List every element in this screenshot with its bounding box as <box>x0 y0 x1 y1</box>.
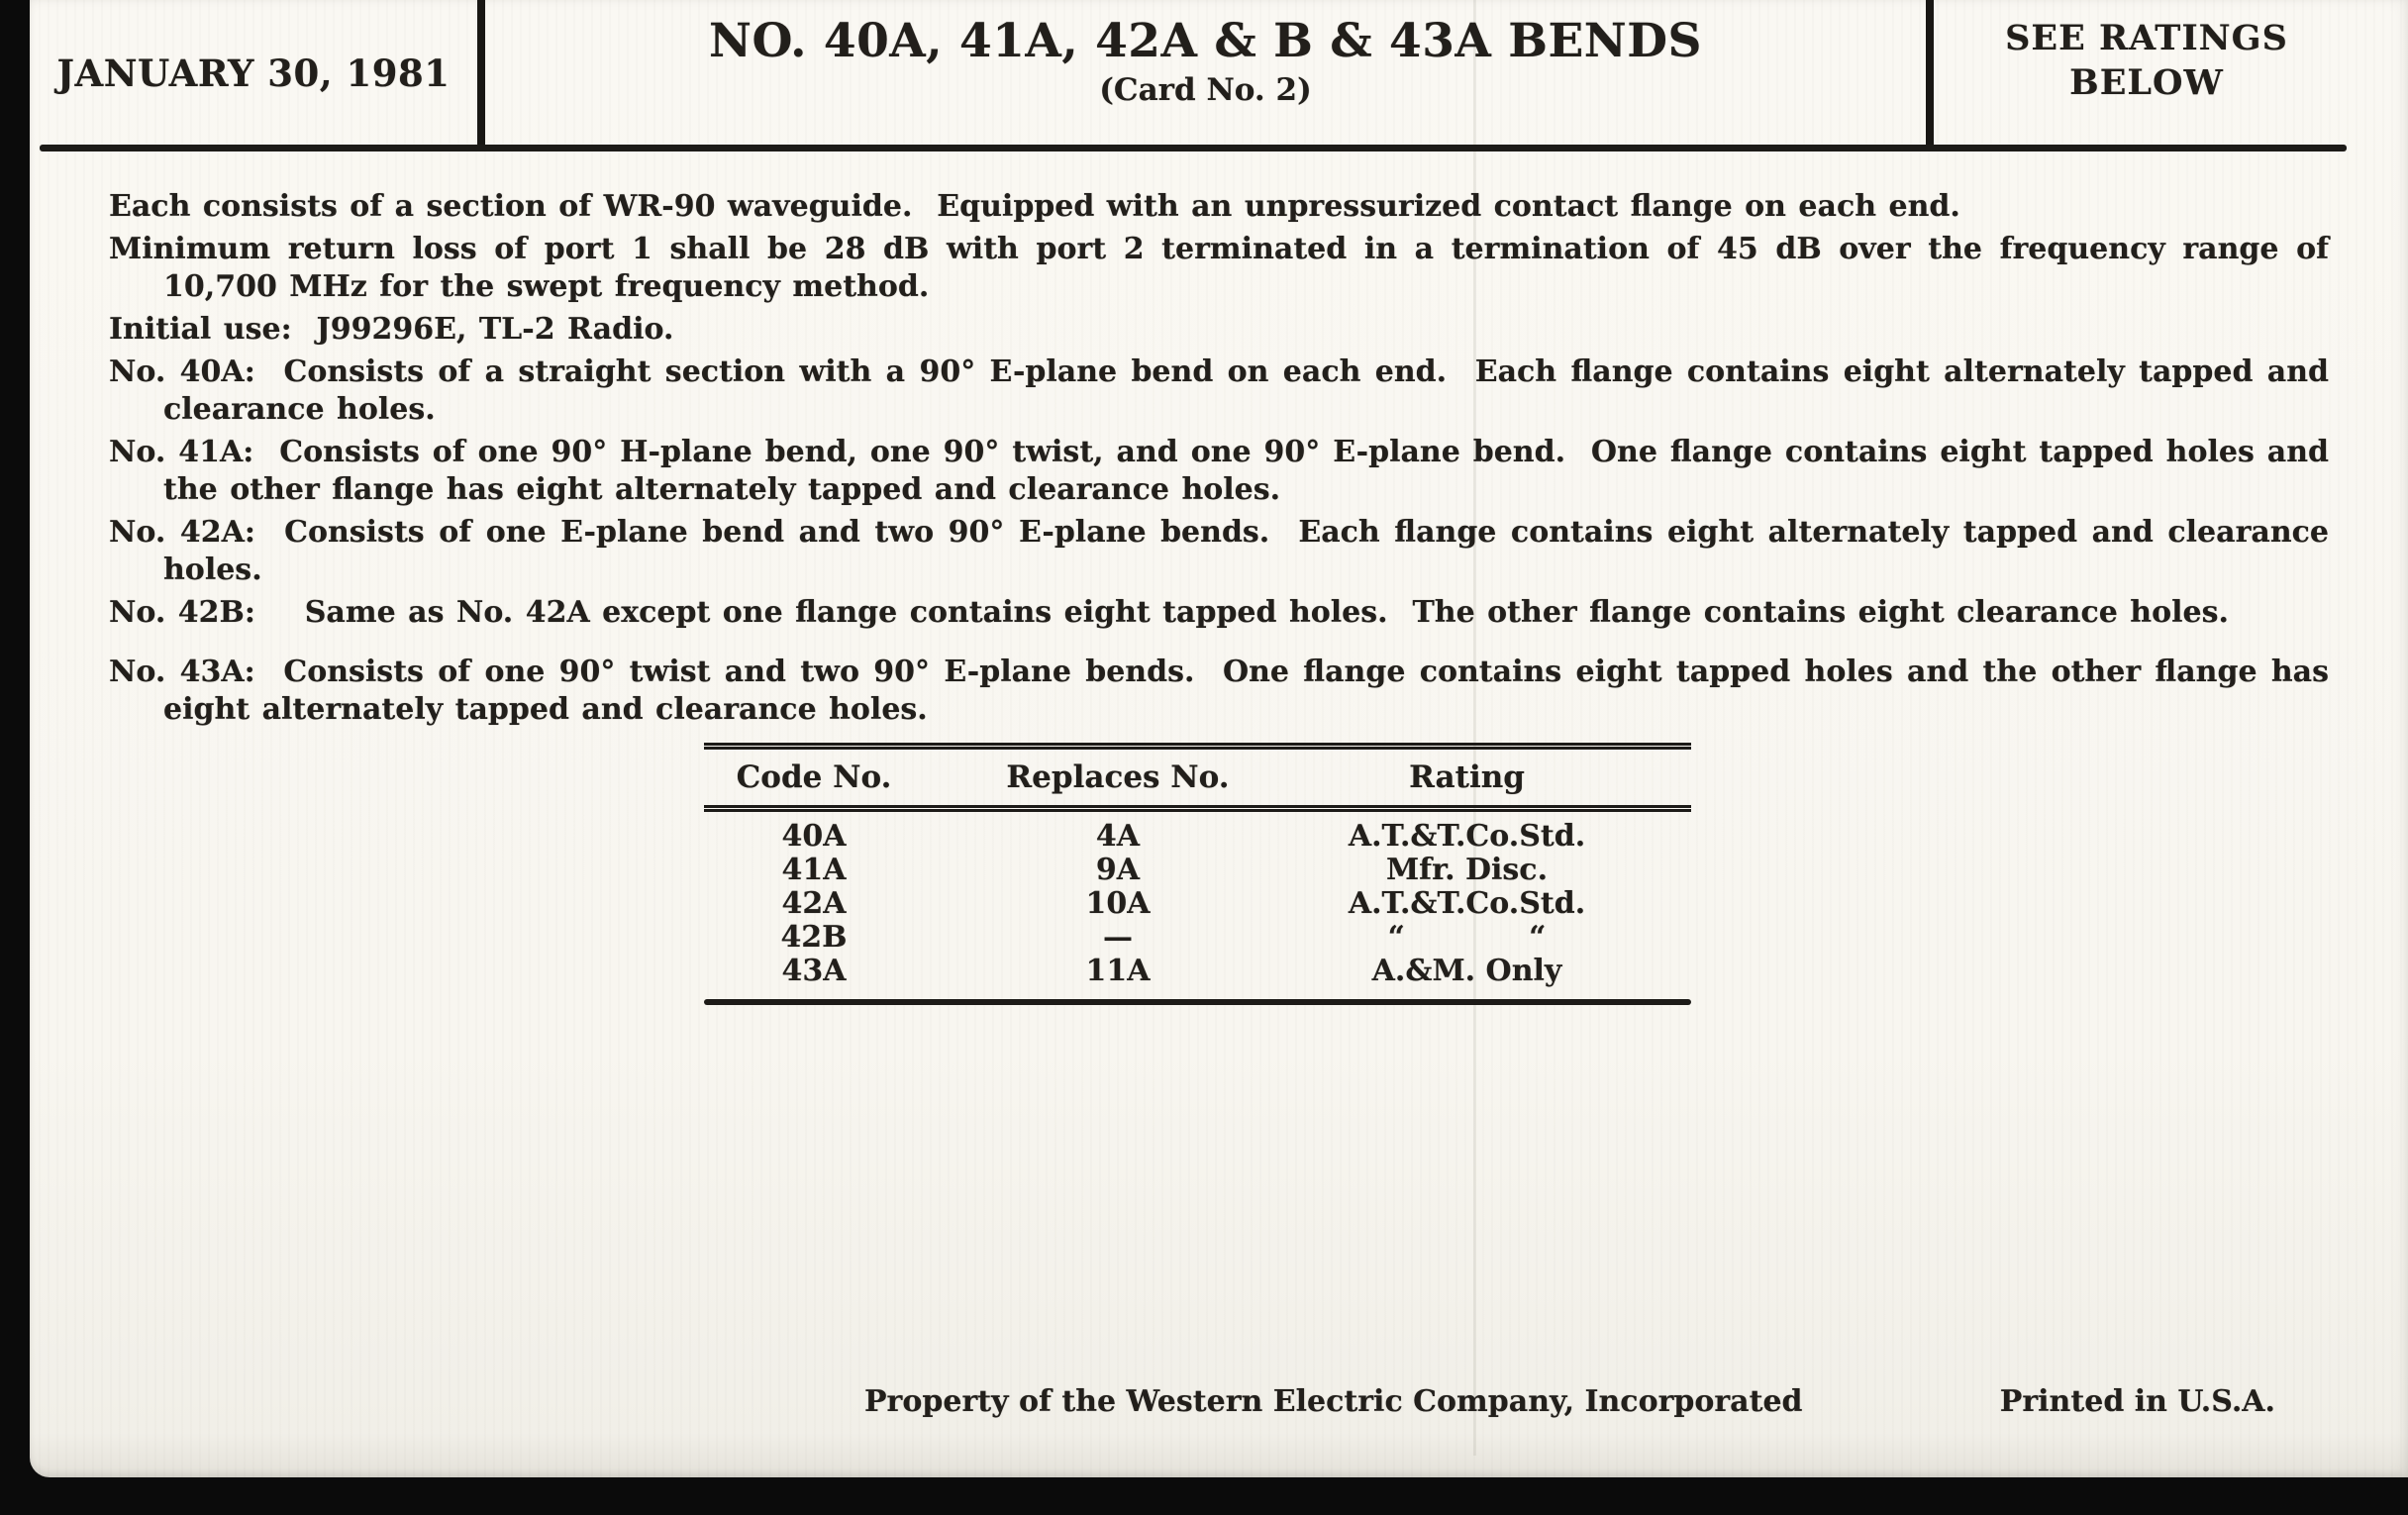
paragraph-line: 10,700 MHz for the swept frequency method. <box>163 269 930 304</box>
table-column-header: Code No. <box>736 759 892 795</box>
table-body <box>704 812 1691 999</box>
table-header-rule <box>704 805 1691 812</box>
paragraph <box>109 654 2329 729</box>
ratings-note-line2: BELOW <box>2069 62 2224 103</box>
table-cell: “ “ <box>1387 919 1547 955</box>
table-cell: 11A <box>1085 953 1151 988</box>
table-cell: 10A <box>1085 885 1151 921</box>
table-cell: — <box>1103 919 1133 955</box>
page-title: NO. 40A, 41A, 42A & B & 43A BENDS <box>709 14 1702 68</box>
table-row <box>704 920 1691 954</box>
printed-note: Printed in U.S.A. <box>1999 1384 2275 1419</box>
table-cell: 4A <box>1095 818 1141 854</box>
paragraph-line: eight alternately tapped and clearance holes. <box>163 692 928 727</box>
header <box>30 0 2408 152</box>
table-cell: 9A <box>1095 852 1141 887</box>
paragraph-line: No. 40A: Consists of a straight section with a 90° E-plane bend on each end. Each flange contains eight alternately tapped and <box>109 354 2329 389</box>
header-title-block <box>485 0 1926 108</box>
paragraph <box>109 188 2329 226</box>
table-cell: 42A <box>781 885 847 921</box>
paragraph-line: the other flange has eight alternately tapped and clearance holes. <box>163 472 1281 507</box>
table-row <box>704 886 1691 920</box>
header-date: JANUARY 30, 1981 <box>56 51 451 95</box>
ratings-note-line1: SEE RATINGS <box>2005 18 2288 58</box>
header-divider-left <box>477 0 485 145</box>
paragraph <box>109 311 2329 349</box>
paragraph-line: Initial use: J99296E, TL-2 Radio. <box>109 312 674 347</box>
paragraph <box>109 514 2329 589</box>
table-cell: 43A <box>781 953 847 988</box>
paragraph-line: No. 41A: Consists of one 90° H-plane bend, one 90° twist, and one 90° E-plane bend. One flange contains eight tapped holes and <box>109 435 2329 469</box>
paragraph-line: holes. <box>163 553 262 587</box>
table-cell: A.&M. Only <box>1371 953 1562 988</box>
paragraph-line: No. 42B: Same as No. 42A except one flange contains eight tapped holes. The other flange contains eight clearance holes. <box>109 595 2229 630</box>
paragraph <box>109 594 2329 632</box>
ratings-note <box>1934 16 2359 105</box>
table-cell: A.T.&T.Co.Std. <box>1348 885 1586 921</box>
paragraph <box>109 354 2329 429</box>
paragraph-line: No. 43A: Consists of one 90° twist and two 90° E-plane bends. One flange contains eight tapped holes and the other flange has <box>109 655 2329 689</box>
table-top-rule <box>704 743 1691 750</box>
table-cell: 42B <box>780 919 848 955</box>
table-cell: A.T.&T.Co.Std. <box>1348 818 1586 854</box>
paragraph-line: Each consists of a section of WR-90 waveguide. Equipped with an unpressurized contact flange on each end. <box>109 189 1960 224</box>
header-rule <box>40 145 2347 152</box>
document-card <box>30 0 2408 1477</box>
table-row <box>704 853 1691 886</box>
table-bottom-rule <box>704 999 1691 1005</box>
property-note: Property of the Western Electric Company, Incorporated <box>864 1384 1803 1419</box>
card-number: (Card No. 2) <box>1099 72 1312 108</box>
description-paragraphs <box>109 188 2329 734</box>
table-cell: 41A <box>781 852 847 887</box>
table-row <box>704 819 1691 853</box>
paragraph-line: Minimum return loss of port 1 shall be 28 dB with port 2 terminated in a termination of 45 dB over the frequency range of <box>109 232 2329 266</box>
header-divider-right <box>1926 0 1934 145</box>
table-row <box>704 954 1691 987</box>
ratings-table <box>704 743 1691 1005</box>
table-column-header: Rating <box>1409 759 1525 795</box>
paragraph-line: No. 42A: Consists of one E-plane bend and two 90° E-plane bends. Each flange contains eight alternately tapped and clearance <box>109 515 2329 550</box>
table-column-header: Replaces No. <box>1006 759 1230 795</box>
paragraph <box>109 231 2329 306</box>
table-cell: Mfr. Disc. <box>1385 852 1549 887</box>
table-header-row <box>704 750 1691 805</box>
paragraph <box>109 434 2329 509</box>
paragraph-line: clearance holes. <box>163 392 436 427</box>
table-cell: 40A <box>781 818 847 854</box>
